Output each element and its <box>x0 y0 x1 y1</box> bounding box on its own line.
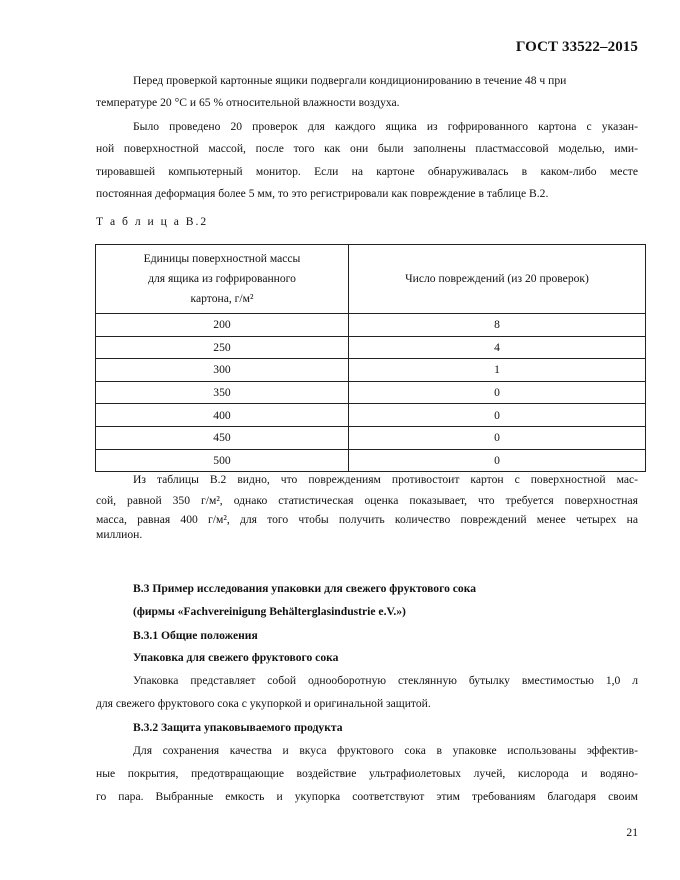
table-row <box>96 336 646 359</box>
cell-mass: 400 <box>96 404 349 427</box>
paragraph-line: ной поверхностной массой, после того как они были заполнены пластмассовой моделью, ими- <box>96 142 638 155</box>
subsection-heading: Упаковка для свежего фруктового сока <box>133 651 339 664</box>
cell-damage: 8 <box>349 314 646 337</box>
paragraph-line: для свежего фруктового сока с укупоркой и оригинальной защитой. <box>96 697 431 710</box>
cell-damage: 4 <box>349 336 646 359</box>
table-row <box>96 381 646 404</box>
header-mass <box>96 245 349 314</box>
cell-damage: 0 <box>349 426 646 449</box>
table-row <box>96 404 646 427</box>
paragraph-line: постоянная деформация более 5 мм, то это регистрировали как повреждение в таблице В.2. <box>96 187 549 200</box>
paragraph-line: ные покрытия, предотвращающие воздействие ультрафиолетовых лучей, кислорода и водяно- <box>96 767 638 780</box>
cell-damage: 0 <box>349 381 646 404</box>
damage-table <box>95 244 646 472</box>
paragraph-line: Перед проверкой картонные ящики подвергали кондиционированию в течение 48 ч при <box>133 74 567 87</box>
paragraph-line: миллион. <box>96 528 143 541</box>
cell-mass: 500 <box>96 449 349 472</box>
cell-mass: 200 <box>96 314 349 337</box>
table-row <box>96 314 646 337</box>
paragraph-line: Упаковка представляет собой однооборотную стеклянную бутылку вместимостью 1,0 л <box>133 674 638 687</box>
cell-mass: 450 <box>96 426 349 449</box>
paragraph-line: Для сохранения качества и вкуса фруктового сока в упаковке использованы эффектив- <box>133 744 638 757</box>
paragraph-line: температуре 20 °С и 65 % относительной влажности воздуха. <box>96 96 400 109</box>
subsection-heading: В.3.1 Общие положения <box>133 629 258 642</box>
cell-damage: 0 <box>349 449 646 472</box>
header-mass-line: Единицы поверхностной массы <box>143 252 301 265</box>
table-row <box>96 359 646 382</box>
section-title: В.3 Пример исследования упаковки для свежего фруктового сока <box>133 582 477 595</box>
cell-mass: 250 <box>96 336 349 359</box>
header-mass-line: для ящика из гофрированного <box>148 272 296 285</box>
paragraph-line: Было проведено 20 проверок для каждого ящика из гофрированного картона с указан- <box>133 120 638 133</box>
cell-mass: 300 <box>96 359 349 382</box>
paragraph-line: сой, равной 350 г/м², однако статистическая оценка показывает, что требуется поверхностная <box>96 494 638 507</box>
section-subtitle: (фирмы «Fachvereinigung Behälterglasindustrie e.V.») <box>133 605 406 618</box>
cell-damage: 0 <box>349 404 646 427</box>
table-row <box>96 426 646 449</box>
cell-mass: 350 <box>96 381 349 404</box>
header-damage: Число повреждений (из 20 проверок) <box>349 245 646 314</box>
table-header-row <box>96 245 646 314</box>
standard-header: ГОСТ 33522–2015 <box>515 39 638 55</box>
paragraph-line: Из таблицы В.2 видно, что повреждениям противостоит картон с поверхностной мас- <box>133 473 638 486</box>
header-mass-line: картона, г/м² <box>190 292 254 305</box>
subsection-heading: В.3.2 Защита упаковываемого продукта <box>133 721 343 734</box>
cell-damage: 1 <box>349 359 646 382</box>
paragraph-line: масса, равная 400 г/м², для того чтобы получить количество повреждений менее четырех на <box>96 513 638 526</box>
paragraph-line: тировавшей компьютерный монитор. Если на картоне обнаруживалась в каком-либо месте <box>96 165 638 178</box>
page-number: 21 <box>626 826 638 839</box>
table-caption: Т а б л и ц а В.2 <box>96 215 209 228</box>
table-row <box>96 449 646 472</box>
paragraph-line: го пара. Выбранные емкость и укупорка соответствуют этим требованиям благодаря своим <box>96 790 638 803</box>
